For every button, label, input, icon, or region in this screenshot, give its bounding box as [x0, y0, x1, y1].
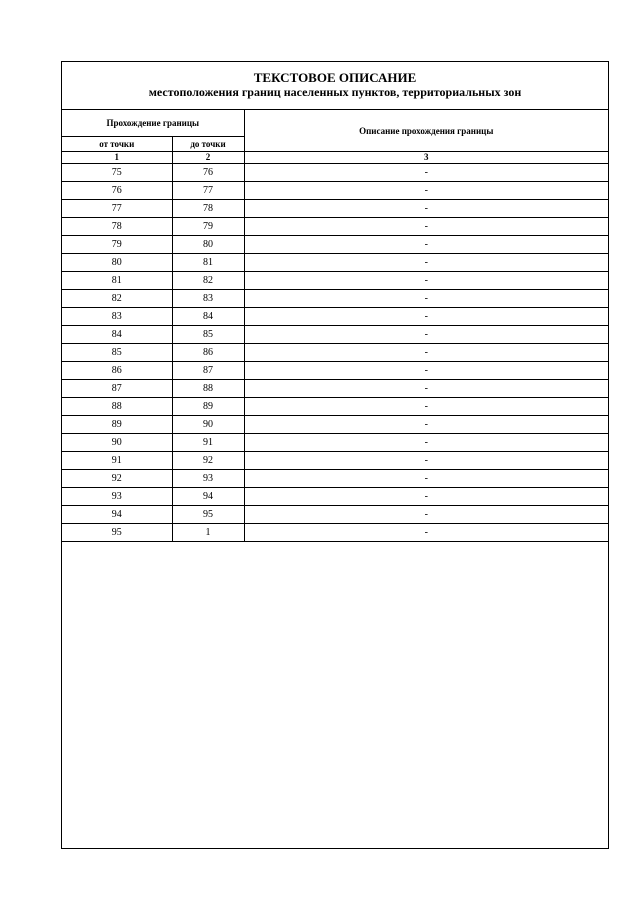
document-header: [62, 62, 608, 110]
from-point-cell: 75: [62, 164, 172, 182]
to-point-cell: 84: [172, 308, 244, 326]
document-subtitle: местоположения границ населенных пунктов, территориальных зон: [148, 85, 522, 99]
to-point-cell: 88: [172, 380, 244, 398]
description-cell: -: [244, 506, 608, 524]
to-point-cell: 82: [172, 272, 244, 290]
table-row: [62, 218, 608, 236]
column-number-row: [62, 152, 608, 164]
from-point-cell: 86: [62, 362, 172, 380]
description-header: Описание прохождения границы: [244, 110, 608, 152]
from-point-cell: 80: [62, 254, 172, 272]
description-cell: -: [244, 164, 608, 182]
to-point-cell: 91: [172, 434, 244, 452]
table-row: [62, 452, 608, 470]
from-point-cell: 91: [62, 452, 172, 470]
from-point-cell: 78: [62, 218, 172, 236]
from-point-cell: 92: [62, 470, 172, 488]
from-point-cell: 79: [62, 236, 172, 254]
to-point-cell: 94: [172, 488, 244, 506]
from-point-cell: 95: [62, 524, 172, 542]
to-point-cell: 77: [172, 182, 244, 200]
description-cell: -: [244, 254, 608, 272]
description-cell: -: [244, 236, 608, 254]
description-cell: -: [244, 524, 608, 542]
to-point-cell: 90: [172, 416, 244, 434]
description-cell: -: [244, 434, 608, 452]
to-point-cell: 85: [172, 326, 244, 344]
table-row: [62, 524, 608, 542]
to-point-cell: 80: [172, 236, 244, 254]
table-row: [62, 506, 608, 524]
from-point-cell: 84: [62, 326, 172, 344]
description-cell: -: [244, 398, 608, 416]
table-row: [62, 470, 608, 488]
table-row: [62, 182, 608, 200]
to-point-cell: 89: [172, 398, 244, 416]
table-row: [62, 272, 608, 290]
to-point-cell: 93: [172, 470, 244, 488]
description-cell: -: [244, 416, 608, 434]
to-point-cell: 87: [172, 362, 244, 380]
to-point-cell: 79: [172, 218, 244, 236]
description-cell: -: [244, 488, 608, 506]
boundary-table: [62, 110, 608, 542]
table-row: [62, 200, 608, 218]
table-header-row: [62, 110, 608, 137]
document-title: ТЕКСТОВОЕ ОПИСАНИЕ: [253, 70, 417, 85]
column-number: 2: [172, 152, 244, 164]
description-cell: -: [244, 200, 608, 218]
from-point-cell: 82: [62, 290, 172, 308]
description-cell: -: [244, 272, 608, 290]
table-row: [62, 362, 608, 380]
to-point-cell: 95: [172, 506, 244, 524]
from-point-cell: 85: [62, 344, 172, 362]
from-point-cell: 81: [62, 272, 172, 290]
to-point-header: до точки: [172, 137, 244, 152]
description-cell: -: [244, 182, 608, 200]
table-row: [62, 398, 608, 416]
description-cell: -: [244, 344, 608, 362]
to-point-cell: 81: [172, 254, 244, 272]
table-row: [62, 380, 608, 398]
table-row: [62, 488, 608, 506]
to-point-cell: 92: [172, 452, 244, 470]
description-cell: -: [244, 326, 608, 344]
from-point-cell: 94: [62, 506, 172, 524]
table-row: [62, 344, 608, 362]
description-cell: -: [244, 308, 608, 326]
table-row: [62, 254, 608, 272]
to-point-cell: 86: [172, 344, 244, 362]
table-row: [62, 290, 608, 308]
table-row: [62, 326, 608, 344]
table-row: [62, 236, 608, 254]
to-point-cell: 78: [172, 200, 244, 218]
table-row: [62, 164, 608, 182]
description-cell: -: [244, 362, 608, 380]
description-cell: -: [244, 218, 608, 236]
description-cell: -: [244, 290, 608, 308]
from-point-cell: 87: [62, 380, 172, 398]
from-point-cell: 88: [62, 398, 172, 416]
from-point-cell: 89: [62, 416, 172, 434]
table-row: [62, 416, 608, 434]
from-point-cell: 83: [62, 308, 172, 326]
description-cell: -: [244, 470, 608, 488]
document-frame: [61, 61, 609, 849]
table-row: [62, 308, 608, 326]
to-point-cell: 1: [172, 524, 244, 542]
description-cell: -: [244, 380, 608, 398]
from-point-cell: 76: [62, 182, 172, 200]
table-row: [62, 434, 608, 452]
from-point-cell: 93: [62, 488, 172, 506]
group-header: Прохождение границы: [62, 110, 244, 137]
description-cell: -: [244, 452, 608, 470]
from-point-cell: 77: [62, 200, 172, 218]
column-number: 3: [244, 152, 608, 164]
column-number: 1: [62, 152, 172, 164]
to-point-cell: 83: [172, 290, 244, 308]
from-point-header: от точки: [62, 137, 172, 152]
from-point-cell: 90: [62, 434, 172, 452]
to-point-cell: 76: [172, 164, 244, 182]
